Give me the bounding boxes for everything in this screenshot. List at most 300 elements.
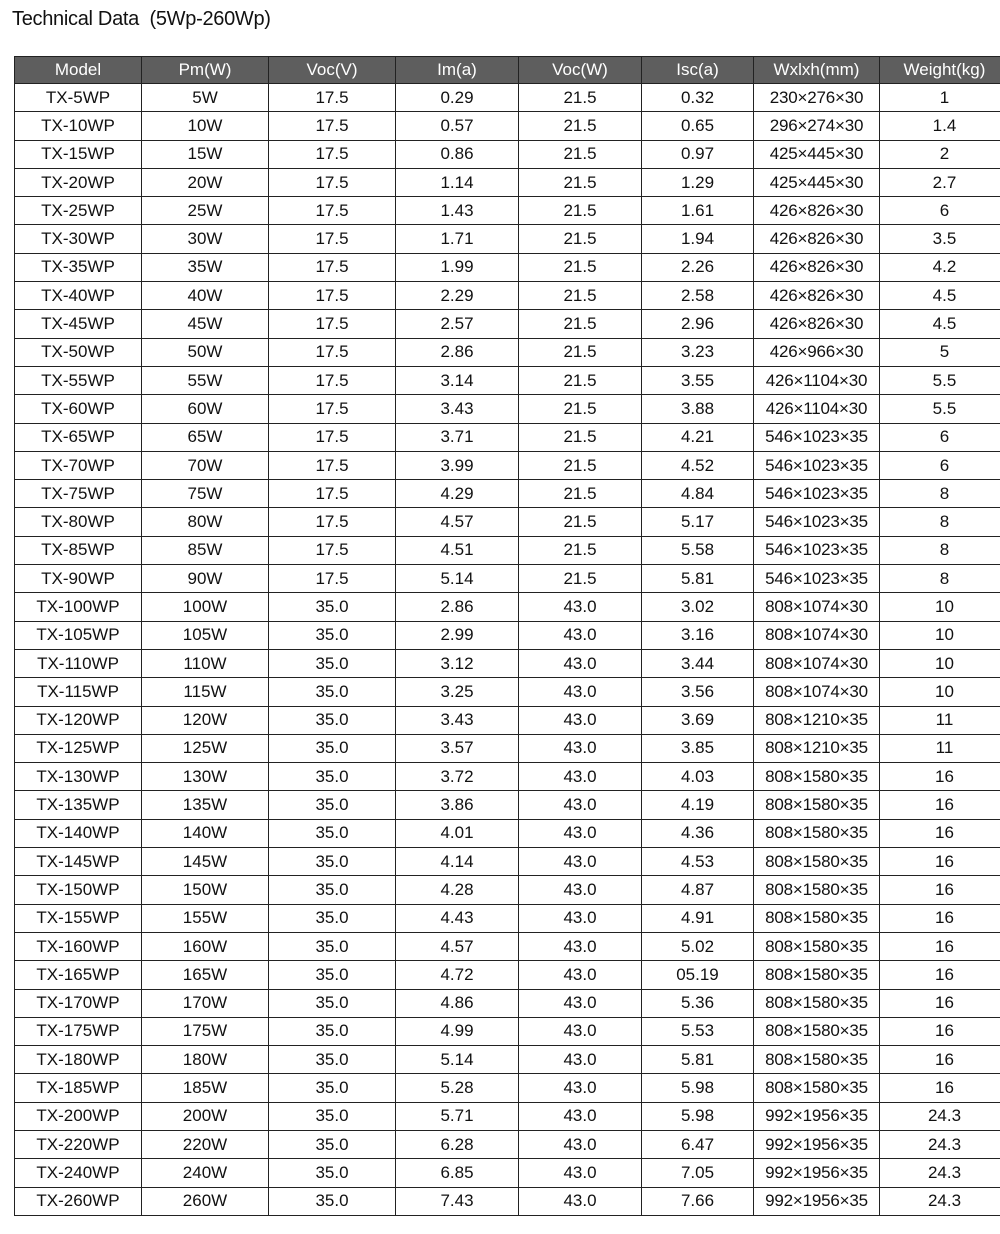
table-row <box>15 1187 1000 1215</box>
im-cell: 4.86 <box>396 989 519 1017</box>
weight-cell: 6 <box>880 423 1000 451</box>
voc-v-cell: 35.0 <box>269 876 396 904</box>
pm-cell: 140W <box>142 819 269 847</box>
voc-w-cell: 43.0 <box>519 649 642 677</box>
model-cell: TX-55WP <box>15 366 142 394</box>
im-cell: 0.57 <box>396 112 519 140</box>
isc-cell: 5.98 <box>642 1074 754 1102</box>
table-row <box>15 282 1000 310</box>
isc-cell: 4.03 <box>642 763 754 791</box>
isc-cell: 5.53 <box>642 1017 754 1045</box>
voc-w-cell: 43.0 <box>519 621 642 649</box>
page-title: Technical Data (5Wp-260Wp) <box>12 8 271 30</box>
voc-w-cell: 21.5 <box>519 366 642 394</box>
table-row <box>15 1159 1000 1187</box>
model-cell: TX-50WP <box>15 338 142 366</box>
im-cell: 2.99 <box>396 621 519 649</box>
weight-cell: 5 <box>880 338 1000 366</box>
table-row <box>15 168 1000 196</box>
table-row <box>15 904 1000 932</box>
model-cell: TX-85WP <box>15 536 142 564</box>
voc-v-cell: 17.5 <box>269 451 396 479</box>
im-cell: 4.14 <box>396 848 519 876</box>
table-row <box>15 197 1000 225</box>
dimensions-cell: 426×826×30 <box>754 225 880 253</box>
im-cell: 1.43 <box>396 197 519 225</box>
model-cell: TX-130WP <box>15 763 142 791</box>
voc-v-cell: 17.5 <box>269 84 396 112</box>
dimensions-cell: 296×274×30 <box>754 112 880 140</box>
table-header-row <box>15 57 1000 84</box>
weight-cell: 16 <box>880 961 1000 989</box>
weight-cell: 10 <box>880 649 1000 677</box>
table-row <box>15 366 1000 394</box>
isc-cell: 7.66 <box>642 1187 754 1215</box>
weight-cell: 16 <box>880 1017 1000 1045</box>
dimensions-cell: 808×1580×35 <box>754 961 880 989</box>
pm-cell: 80W <box>142 508 269 536</box>
dimensions-cell: 546×1023×35 <box>754 565 880 593</box>
isc-cell: 7.05 <box>642 1159 754 1187</box>
voc-w-cell: 43.0 <box>519 876 642 904</box>
voc-w-cell: 43.0 <box>519 1159 642 1187</box>
voc-v-cell: 17.5 <box>269 395 396 423</box>
table-row <box>15 310 1000 338</box>
voc-w-cell: 43.0 <box>519 734 642 762</box>
voc-w-cell: 21.5 <box>519 480 642 508</box>
model-cell: TX-150WP <box>15 876 142 904</box>
voc-v-cell: 17.5 <box>269 168 396 196</box>
weight-cell: 16 <box>880 819 1000 847</box>
im-cell: 3.72 <box>396 763 519 791</box>
weight-cell: 6 <box>880 197 1000 225</box>
dimensions-cell: 992×1956×35 <box>754 1102 880 1130</box>
model-cell: TX-240WP <box>15 1159 142 1187</box>
isc-cell: 1.94 <box>642 225 754 253</box>
dimensions-cell: 425×445×30 <box>754 140 880 168</box>
voc-v-cell: 35.0 <box>269 1187 396 1215</box>
isc-cell: 5.58 <box>642 536 754 564</box>
dimensions-cell: 808×1580×35 <box>754 904 880 932</box>
pm-cell: 120W <box>142 706 269 734</box>
model-cell: TX-160WP <box>15 932 142 960</box>
dimensions-cell: 426×826×30 <box>754 253 880 281</box>
weight-cell: 2 <box>880 140 1000 168</box>
dimensions-cell: 426×1104×30 <box>754 366 880 394</box>
column-header-dimensions: Wxlxh(mm) <box>754 57 880 84</box>
isc-cell: 4.36 <box>642 819 754 847</box>
model-cell: TX-260WP <box>15 1187 142 1215</box>
im-cell: 4.51 <box>396 536 519 564</box>
isc-cell: 5.36 <box>642 989 754 1017</box>
model-cell: TX-165WP <box>15 961 142 989</box>
isc-cell: 2.26 <box>642 253 754 281</box>
pm-cell: 240W <box>142 1159 269 1187</box>
isc-cell: 3.23 <box>642 338 754 366</box>
im-cell: 5.14 <box>396 1046 519 1074</box>
weight-cell: 24.3 <box>880 1159 1000 1187</box>
im-cell: 4.43 <box>396 904 519 932</box>
voc-w-cell: 43.0 <box>519 1102 642 1130</box>
isc-cell: 5.81 <box>642 565 754 593</box>
column-header-voc-w: Voc(W) <box>519 57 642 84</box>
dimensions-cell: 546×1023×35 <box>754 480 880 508</box>
dimensions-cell: 808×1074×30 <box>754 593 880 621</box>
model-cell: TX-75WP <box>15 480 142 508</box>
weight-cell: 10 <box>880 678 1000 706</box>
table-row <box>15 536 1000 564</box>
pm-cell: 175W <box>142 1017 269 1045</box>
dimensions-cell: 808×1074×30 <box>754 649 880 677</box>
dimensions-cell: 808×1074×30 <box>754 678 880 706</box>
weight-cell: 8 <box>880 565 1000 593</box>
im-cell: 4.28 <box>396 876 519 904</box>
pm-cell: 20W <box>142 168 269 196</box>
table-row <box>15 225 1000 253</box>
im-cell: 3.25 <box>396 678 519 706</box>
table-row <box>15 593 1000 621</box>
table-row <box>15 1074 1000 1102</box>
table-row <box>15 961 1000 989</box>
table-row <box>15 565 1000 593</box>
im-cell: 2.29 <box>396 282 519 310</box>
model-cell: TX-35WP <box>15 253 142 281</box>
voc-v-cell: 35.0 <box>269 791 396 819</box>
table-row <box>15 706 1000 734</box>
isc-cell: 3.88 <box>642 395 754 423</box>
dimensions-cell: 808×1580×35 <box>754 989 880 1017</box>
model-cell: TX-5WP <box>15 84 142 112</box>
pm-cell: 200W <box>142 1102 269 1130</box>
table-row <box>15 1102 1000 1130</box>
dimensions-cell: 808×1580×35 <box>754 932 880 960</box>
table-row <box>15 253 1000 281</box>
im-cell: 1.99 <box>396 253 519 281</box>
table-row <box>15 734 1000 762</box>
pm-cell: 135W <box>142 791 269 819</box>
im-cell: 3.71 <box>396 423 519 451</box>
isc-cell: 5.17 <box>642 508 754 536</box>
voc-w-cell: 43.0 <box>519 1046 642 1074</box>
dimensions-cell: 808×1580×35 <box>754 819 880 847</box>
isc-cell: 4.19 <box>642 791 754 819</box>
voc-v-cell: 17.5 <box>269 253 396 281</box>
pm-cell: 170W <box>142 989 269 1017</box>
weight-cell: 16 <box>880 763 1000 791</box>
model-cell: TX-60WP <box>15 395 142 423</box>
isc-cell: 3.16 <box>642 621 754 649</box>
isc-cell: 5.98 <box>642 1102 754 1130</box>
isc-cell: 2.96 <box>642 310 754 338</box>
voc-w-cell: 21.5 <box>519 84 642 112</box>
voc-w-cell: 21.5 <box>519 395 642 423</box>
weight-cell: 24.3 <box>880 1187 1000 1215</box>
table-body <box>15 84 1000 1216</box>
pm-cell: 50W <box>142 338 269 366</box>
weight-cell: 24.3 <box>880 1130 1000 1158</box>
voc-v-cell: 35.0 <box>269 734 396 762</box>
pm-cell: 45W <box>142 310 269 338</box>
weight-cell: 4.5 <box>880 310 1000 338</box>
weight-cell: 16 <box>880 848 1000 876</box>
weight-cell: 1 <box>880 84 1000 112</box>
im-cell: 3.43 <box>396 395 519 423</box>
table-row <box>15 678 1000 706</box>
pm-cell: 10W <box>142 112 269 140</box>
weight-cell: 8 <box>880 508 1000 536</box>
voc-v-cell: 17.5 <box>269 197 396 225</box>
table-row <box>15 621 1000 649</box>
voc-v-cell: 35.0 <box>269 1130 396 1158</box>
pm-cell: 165W <box>142 961 269 989</box>
table-row <box>15 451 1000 479</box>
voc-w-cell: 21.5 <box>519 565 642 593</box>
technical-data-table <box>14 56 1000 1216</box>
voc-w-cell: 43.0 <box>519 932 642 960</box>
pm-cell: 160W <box>142 932 269 960</box>
pm-cell: 260W <box>142 1187 269 1215</box>
voc-w-cell: 21.5 <box>519 338 642 366</box>
pm-cell: 55W <box>142 366 269 394</box>
model-cell: TX-10WP <box>15 112 142 140</box>
pm-cell: 40W <box>142 282 269 310</box>
im-cell: 6.28 <box>396 1130 519 1158</box>
table-row <box>15 649 1000 677</box>
pm-cell: 15W <box>142 140 269 168</box>
isc-cell: 4.84 <box>642 480 754 508</box>
pm-cell: 65W <box>142 423 269 451</box>
dimensions-cell: 808×1210×35 <box>754 706 880 734</box>
im-cell: 7.43 <box>396 1187 519 1215</box>
voc-v-cell: 35.0 <box>269 904 396 932</box>
weight-cell: 3.5 <box>880 225 1000 253</box>
voc-v-cell: 35.0 <box>269 1102 396 1130</box>
dimensions-cell: 546×1023×35 <box>754 423 880 451</box>
voc-v-cell: 35.0 <box>269 1159 396 1187</box>
voc-w-cell: 21.5 <box>519 423 642 451</box>
weight-cell: 10 <box>880 593 1000 621</box>
model-cell: TX-115WP <box>15 678 142 706</box>
isc-cell: 6.47 <box>642 1130 754 1158</box>
model-cell: TX-70WP <box>15 451 142 479</box>
dimensions-cell: 808×1580×35 <box>754 763 880 791</box>
im-cell: 0.86 <box>396 140 519 168</box>
im-cell: 3.57 <box>396 734 519 762</box>
isc-cell: 1.29 <box>642 168 754 196</box>
voc-v-cell: 35.0 <box>269 961 396 989</box>
voc-w-cell: 43.0 <box>519 1187 642 1215</box>
voc-v-cell: 35.0 <box>269 848 396 876</box>
voc-w-cell: 21.5 <box>519 168 642 196</box>
voc-w-cell: 21.5 <box>519 112 642 140</box>
voc-w-cell: 43.0 <box>519 904 642 932</box>
weight-cell: 16 <box>880 932 1000 960</box>
isc-cell: 3.02 <box>642 593 754 621</box>
im-cell: 1.71 <box>396 225 519 253</box>
dimensions-cell: 808×1074×30 <box>754 621 880 649</box>
model-cell: TX-125WP <box>15 734 142 762</box>
model-cell: TX-175WP <box>15 1017 142 1045</box>
voc-v-cell: 17.5 <box>269 508 396 536</box>
voc-w-cell: 43.0 <box>519 791 642 819</box>
model-cell: TX-65WP <box>15 423 142 451</box>
voc-v-cell: 17.5 <box>269 225 396 253</box>
dimensions-cell: 546×1023×35 <box>754 536 880 564</box>
isc-cell: 5.02 <box>642 932 754 960</box>
im-cell: 0.29 <box>396 84 519 112</box>
im-cell: 4.72 <box>396 961 519 989</box>
voc-v-cell: 35.0 <box>269 706 396 734</box>
weight-cell: 6 <box>880 451 1000 479</box>
pm-cell: 155W <box>142 904 269 932</box>
pm-cell: 25W <box>142 197 269 225</box>
im-cell: 5.71 <box>396 1102 519 1130</box>
voc-v-cell: 17.5 <box>269 423 396 451</box>
weight-cell: 24.3 <box>880 1102 1000 1130</box>
table-row <box>15 932 1000 960</box>
pm-cell: 115W <box>142 678 269 706</box>
pm-cell: 90W <box>142 565 269 593</box>
weight-cell: 8 <box>880 480 1000 508</box>
model-cell: TX-155WP <box>15 904 142 932</box>
isc-cell: 0.97 <box>642 140 754 168</box>
dimensions-cell: 546×1023×35 <box>754 451 880 479</box>
pm-cell: 100W <box>142 593 269 621</box>
model-cell: TX-140WP <box>15 819 142 847</box>
isc-cell: 3.85 <box>642 734 754 762</box>
pm-cell: 85W <box>142 536 269 564</box>
model-cell: TX-25WP <box>15 197 142 225</box>
column-header-voc-v: Voc(V) <box>269 57 396 84</box>
isc-cell: 1.61 <box>642 197 754 225</box>
voc-w-cell: 43.0 <box>519 593 642 621</box>
weight-cell: 16 <box>880 989 1000 1017</box>
model-cell: TX-15WP <box>15 140 142 168</box>
pm-cell: 130W <box>142 763 269 791</box>
voc-w-cell: 43.0 <box>519 1130 642 1158</box>
model-cell: TX-45WP <box>15 310 142 338</box>
voc-w-cell: 43.0 <box>519 989 642 1017</box>
voc-v-cell: 17.5 <box>269 310 396 338</box>
isc-cell: 4.21 <box>642 423 754 451</box>
voc-v-cell: 17.5 <box>269 140 396 168</box>
model-cell: TX-145WP <box>15 848 142 876</box>
dimensions-cell: 546×1023×35 <box>754 508 880 536</box>
pm-cell: 70W <box>142 451 269 479</box>
weight-cell: 2.7 <box>880 168 1000 196</box>
model-cell: TX-90WP <box>15 565 142 593</box>
im-cell: 4.29 <box>396 480 519 508</box>
table-row <box>15 1046 1000 1074</box>
voc-v-cell: 35.0 <box>269 1046 396 1074</box>
table-row <box>15 395 1000 423</box>
voc-v-cell: 35.0 <box>269 763 396 791</box>
voc-w-cell: 21.5 <box>519 310 642 338</box>
isc-cell: 2.58 <box>642 282 754 310</box>
model-cell: TX-120WP <box>15 706 142 734</box>
table-row <box>15 84 1000 112</box>
model-cell: TX-220WP <box>15 1130 142 1158</box>
isc-cell: 05.19 <box>642 961 754 989</box>
dimensions-cell: 992×1956×35 <box>754 1130 880 1158</box>
im-cell: 5.28 <box>396 1074 519 1102</box>
model-cell: TX-100WP <box>15 593 142 621</box>
weight-cell: 1.4 <box>880 112 1000 140</box>
model-cell: TX-185WP <box>15 1074 142 1102</box>
column-header-pm: Pm(W) <box>142 57 269 84</box>
table-row <box>15 791 1000 819</box>
voc-w-cell: 43.0 <box>519 961 642 989</box>
pm-cell: 180W <box>142 1046 269 1074</box>
dimensions-cell: 992×1956×35 <box>754 1159 880 1187</box>
isc-cell: 4.87 <box>642 876 754 904</box>
im-cell: 4.57 <box>396 932 519 960</box>
weight-cell: 5.5 <box>880 395 1000 423</box>
table-row <box>15 876 1000 904</box>
table-row <box>15 1017 1000 1045</box>
table-row <box>15 1130 1000 1158</box>
voc-w-cell: 43.0 <box>519 848 642 876</box>
isc-cell: 3.44 <box>642 649 754 677</box>
table-row <box>15 848 1000 876</box>
voc-w-cell: 43.0 <box>519 678 642 706</box>
table-row <box>15 423 1000 451</box>
im-cell: 2.86 <box>396 593 519 621</box>
isc-cell: 3.69 <box>642 706 754 734</box>
model-cell: TX-105WP <box>15 621 142 649</box>
weight-cell: 4.2 <box>880 253 1000 281</box>
voc-v-cell: 35.0 <box>269 678 396 706</box>
voc-w-cell: 43.0 <box>519 819 642 847</box>
voc-w-cell: 21.5 <box>519 508 642 536</box>
weight-cell: 16 <box>880 1046 1000 1074</box>
voc-v-cell: 17.5 <box>269 282 396 310</box>
im-cell: 3.12 <box>396 649 519 677</box>
table-row <box>15 112 1000 140</box>
dimensions-cell: 808×1580×35 <box>754 1046 880 1074</box>
voc-v-cell: 17.5 <box>269 565 396 593</box>
model-cell: TX-135WP <box>15 791 142 819</box>
table-row <box>15 763 1000 791</box>
im-cell: 2.57 <box>396 310 519 338</box>
dimensions-cell: 425×445×30 <box>754 168 880 196</box>
dimensions-cell: 426×826×30 <box>754 310 880 338</box>
table-row <box>15 989 1000 1017</box>
column-header-isc: Isc(a) <box>642 57 754 84</box>
model-cell: TX-200WP <box>15 1102 142 1130</box>
voc-w-cell: 21.5 <box>519 451 642 479</box>
pm-cell: 220W <box>142 1130 269 1158</box>
dimensions-cell: 808×1580×35 <box>754 876 880 904</box>
voc-v-cell: 35.0 <box>269 932 396 960</box>
dimensions-cell: 230×276×30 <box>754 84 880 112</box>
isc-cell: 0.65 <box>642 112 754 140</box>
model-cell: TX-180WP <box>15 1046 142 1074</box>
pm-cell: 145W <box>142 848 269 876</box>
column-header-weight: Weight(kg) <box>880 57 1000 84</box>
voc-v-cell: 35.0 <box>269 819 396 847</box>
voc-v-cell: 35.0 <box>269 1017 396 1045</box>
voc-w-cell: 21.5 <box>519 197 642 225</box>
im-cell: 2.86 <box>396 338 519 366</box>
isc-cell: 5.81 <box>642 1046 754 1074</box>
pm-cell: 30W <box>142 225 269 253</box>
voc-w-cell: 43.0 <box>519 763 642 791</box>
voc-v-cell: 35.0 <box>269 593 396 621</box>
pm-cell: 5W <box>142 84 269 112</box>
isc-cell: 4.52 <box>642 451 754 479</box>
weight-cell: 5.5 <box>880 366 1000 394</box>
